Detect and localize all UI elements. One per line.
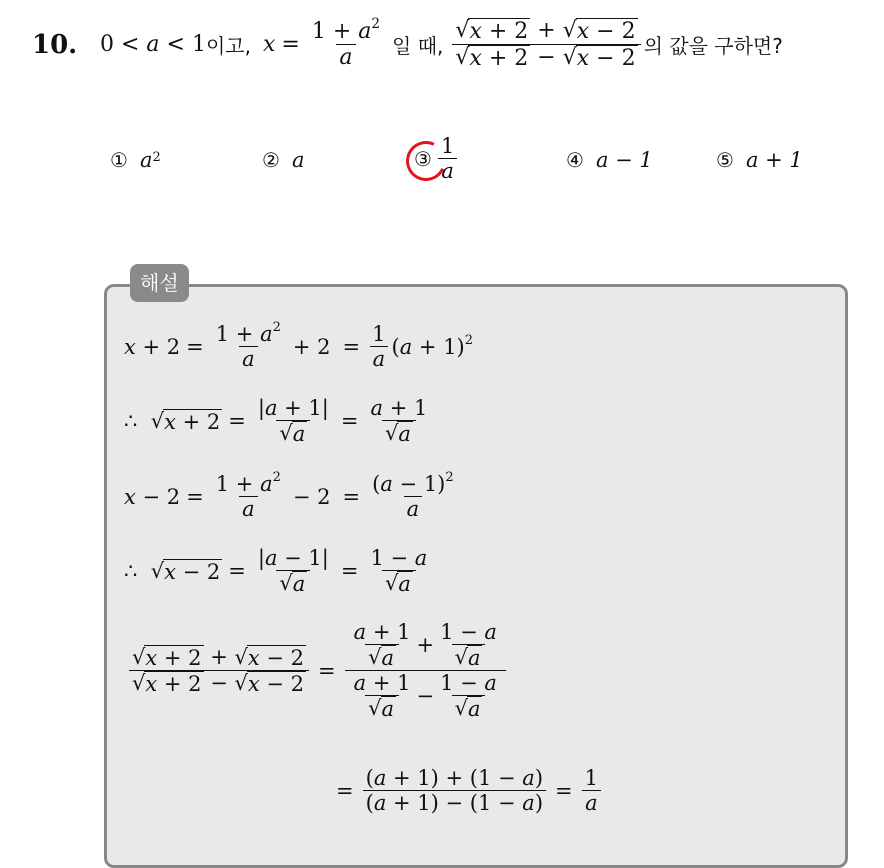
solution-line-5: √ x + 2 + √ x − 2 √ x + 2 − √ x − 2 = a + 1 √ a + 1 − a √ a a + 1 √ a − 1 − a √ a: [126, 620, 509, 722]
solution-line-2: ∴ √ x + 2 = |a + 1| √ a = a + 1 √ a: [124, 396, 428, 447]
choice-2[interactable]: ② a: [262, 148, 305, 172]
choice-3-marker: ③: [414, 147, 444, 171]
question-text: 0 < a < 1 이고, x = $\frac{1 + a^2}{a}$ 일 때, √ x + 2 + √ x − 2 √ x + 2 − √ x − 2 의 값을 구하면?: [100, 15, 783, 72]
prompt: 의 값을 구하면?: [643, 34, 783, 59]
x-definition-fraction: $\frac{1 + a^2}{a}$: [311, 15, 381, 71]
choice-1[interactable]: ① a $^2$: [110, 148, 161, 172]
connector-2: 일 때,: [392, 34, 444, 59]
solution-line-4: ∴ √ x − 2 = |a − 1| √ a = 1 − a √ a: [124, 546, 428, 597]
choice-5[interactable]: ⑤ a + 1: [716, 148, 803, 172]
solution-line-3: x − 2 = $\frac{1 + a^2}{a}$ − 2 = $\frac{(a - 1)^2}{a}$: [124, 470, 454, 522]
solution-label: 해설: [130, 264, 189, 302]
question-number: 10.: [32, 30, 78, 60]
choice-3-fraction: $\frac{1}{a}$: [438, 134, 457, 183]
x-variable: x: [262, 32, 276, 58]
connector-1: 이고,: [205, 34, 251, 59]
choice-4[interactable]: ④ a − 1: [566, 148, 653, 172]
target-expression: √ x + 2 + √ x − 2 √ x + 2 − √ x − 2: [452, 18, 640, 72]
condition: 0 < a < 1: [100, 32, 206, 58]
choice-3[interactable]: [414, 134, 460, 183]
solution-line-6: = $\frac{(a + 1) + (1 - a)}{(a + 1) - (1 - a)}$ = $\frac{1}{a}$: [330, 766, 604, 815]
solution-line-1: x + 2 = $\frac{1 + a^2}{a}$ + 2 = $\frac{1}{a}$ $(a + 1)^2$: [124, 320, 474, 372]
